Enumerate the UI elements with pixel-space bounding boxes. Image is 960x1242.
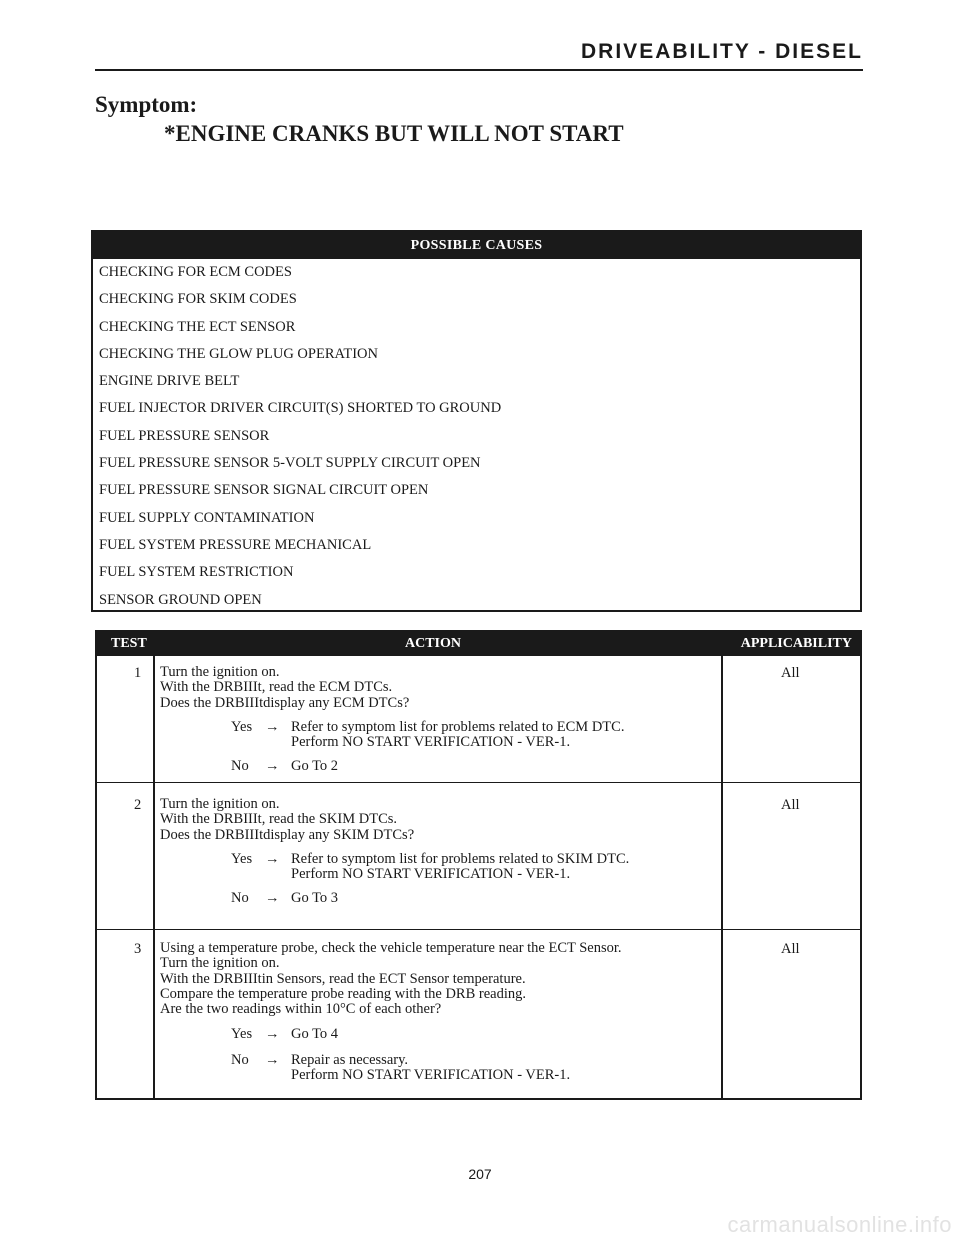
yes-text: Refer to symptom list for problems related to ECM DTC. [291, 718, 625, 735]
arrow-icon: → [265, 1026, 280, 1043]
test-table-header [97, 632, 860, 656]
yes-label: Yes [231, 850, 253, 867]
action-cell [160, 664, 625, 775]
cause-item: CHECKING FOR ECM CODES [99, 264, 292, 280]
symptom-label: Symptom: [95, 92, 198, 117]
no-answer [160, 891, 414, 906]
cause-item: FUEL SYSTEM RESTRICTION [99, 564, 294, 581]
cause-item: ENGINE DRIVE BELT [99, 373, 240, 390]
test-number: 3 [134, 941, 142, 957]
yes-text-cont [160, 734, 571, 751]
header-test: TEST [111, 636, 147, 651]
page-number: 207 [468, 1166, 492, 1182]
applicability-cell: All [781, 665, 800, 681]
applicability-cell: All [781, 797, 800, 813]
action-line: Does the DRBIIItdisplay any SKIM DTCs? [160, 826, 415, 843]
symptom-text: *ENGINE CRANKS BUT WILL NOT START [164, 121, 624, 146]
test-number: 1 [134, 665, 142, 681]
table-row [97, 656, 860, 782]
arrow-icon: → [265, 718, 280, 735]
cause-item: SENSOR GROUND OPEN [99, 591, 262, 608]
yes-label: Yes [231, 1026, 253, 1043]
section-title: DRIVEABILITY - DIESEL [581, 40, 863, 63]
no-text: Perform NO START VERIFICATION - VER-1. [291, 1067, 571, 1084]
header-rule [95, 69, 863, 71]
no-text-cont [160, 1068, 622, 1083]
action-line: Compare the temperature probe reading with the DRB reading. [160, 985, 527, 1002]
cause-item: FUEL PRESSURE SENSOR [99, 427, 270, 444]
cause-item: FUEL PRESSURE SENSOR 5-VOLT SUPPLY CIRCUIT OPEN [99, 455, 481, 472]
no-label: No [231, 1051, 249, 1068]
test-number: 2 [134, 797, 142, 813]
no-text: Go To 2 [291, 758, 339, 775]
action-cell [160, 796, 630, 907]
yes-text: Perform NO START VERIFICATION - VER-1. [291, 734, 571, 751]
no-label: No [231, 890, 249, 907]
cause-item: CHECKING THE ECT SENSOR [99, 318, 296, 335]
yes-text: Go To 4 [291, 1026, 339, 1043]
yes-text-cont [160, 866, 571, 883]
no-text: Go To 3 [291, 890, 339, 907]
applicability-cell: All [781, 941, 800, 957]
table-row [97, 782, 860, 929]
no-label: No [231, 758, 249, 775]
no-answer [160, 1053, 622, 1068]
yes-label: Yes [231, 718, 253, 735]
yes-answer [160, 718, 625, 735]
cause-item: CHECKING FOR SKIM CODES [99, 291, 297, 308]
cause-item: FUEL INJECTOR DRIVER CIRCUIT(S) SHORTED TO GROUND [99, 400, 502, 417]
header-applicability: APPLICABILITY [740, 636, 852, 651]
action-line: With the DRBIIItin Sensors, read the ECT Sensor temperature. [160, 970, 526, 987]
cause-item: FUEL PRESSURE SENSOR SIGNAL CIRCUIT OPEN [99, 482, 429, 499]
no-answer [160, 759, 409, 774]
action-line: Does the DRBIIItdisplay any ECM DTCs? [160, 694, 410, 711]
action-line: With the DRBIIIt, read the ECM DTCs. [160, 679, 393, 696]
table-row [97, 929, 860, 1098]
watermark: carmanualsonline.info [727, 1212, 952, 1237]
action-line: Are the two readings within 10°C of each other? [160, 1001, 442, 1018]
action-line: Turn the ignition on. [160, 796, 280, 812]
arrow-icon: → [265, 890, 280, 907]
action-line: Using a temperature probe, check the vehicle temperature near the ECT Sensor. [160, 940, 622, 956]
test-action-table [95, 630, 862, 1100]
header-action: ACTION [405, 636, 462, 651]
action-cell [160, 941, 622, 1083]
yes-answer [160, 850, 630, 867]
arrow-icon: → [265, 850, 280, 867]
yes-answer [160, 1027, 622, 1042]
action-line: Turn the ignition on. [160, 955, 280, 972]
cause-item: FUEL SUPPLY CONTAMINATION [99, 509, 315, 526]
yes-text: Refer to symptom list for problems related to SKIM DTC. [291, 850, 630, 867]
no-text: Repair as necessary. [291, 1051, 409, 1068]
action-line: Turn the ignition on. [160, 664, 280, 680]
possible-causes-title: POSSIBLE CAUSES [93, 232, 860, 259]
action-line: With the DRBIIIt, read the SKIM DTCs. [160, 811, 398, 828]
yes-text: Perform NO START VERIFICATION - VER-1. [291, 866, 571, 883]
arrow-icon: → [265, 758, 280, 775]
cause-item: FUEL SYSTEM PRESSURE MECHANICAL [99, 536, 372, 553]
possible-causes-table [91, 230, 862, 612]
cause-item: CHECKING THE GLOW PLUG OPERATION [99, 345, 378, 362]
arrow-icon: → [265, 1051, 280, 1068]
